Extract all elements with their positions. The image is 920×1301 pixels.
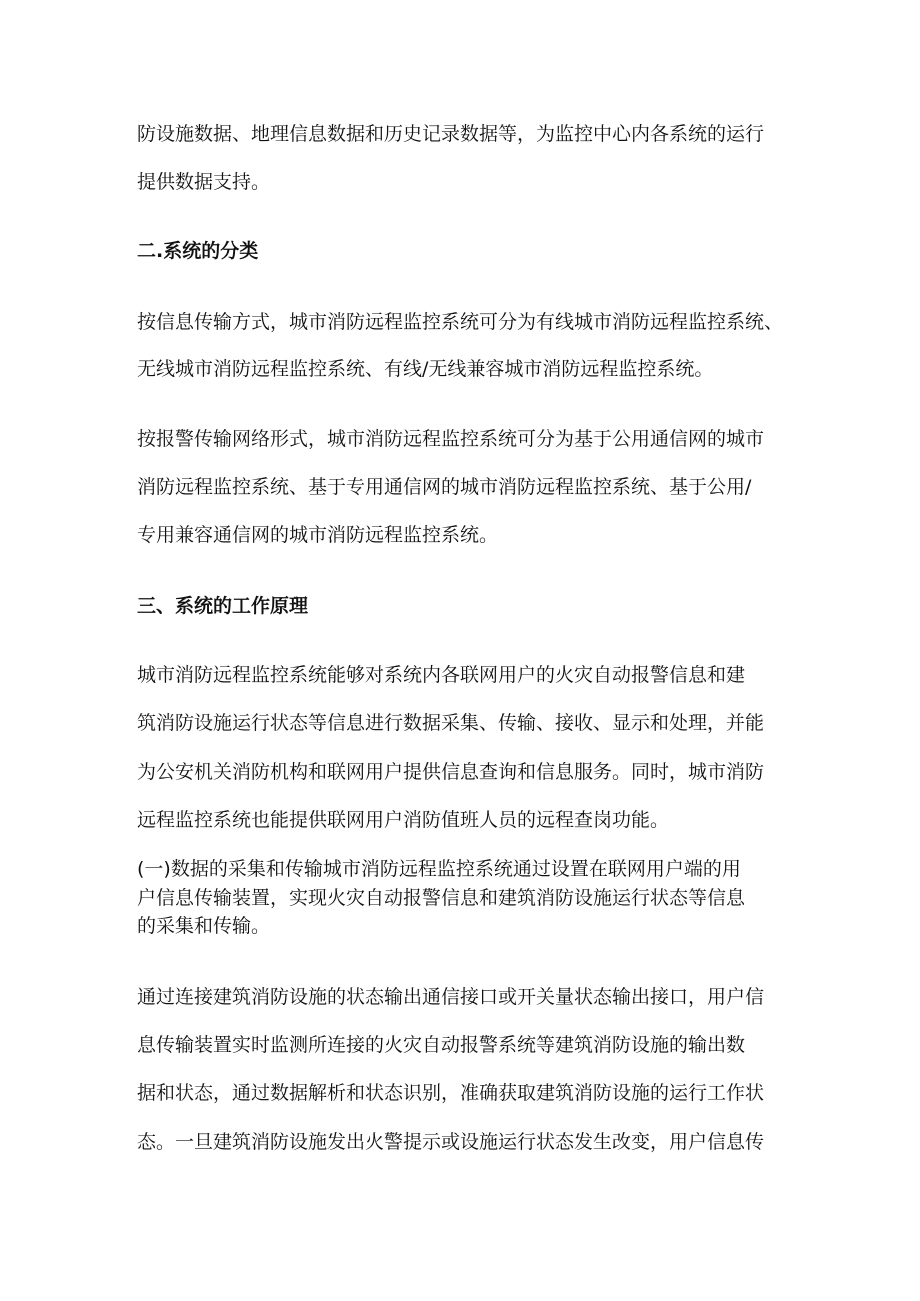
paragraph-4-line-1: 城市消防远程监控系统能够对系统内各联网用户的火灾自动报警信息和建 [137, 664, 746, 686]
paragraph-1-line-2: 提供数据支持。 [137, 171, 271, 193]
paragraph-6-line-1: 通过连接建筑消防设施的状态输出通信接口或开关量状态输出接口，用户信 [137, 986, 765, 1008]
paragraph-1-line-1: 防设施数据、地理信息数据和历史记录数据等，为监控中心内各系统的运行 [137, 123, 765, 145]
paragraph-4-line-3: 为公安机关消防机构和联网用户提供信息查询和信息服务。同时，城市消防 [137, 761, 765, 783]
paragraph-4-line-4: 远程监控系统也能提供联网用户消防值班人员的远程查岗功能。 [137, 809, 670, 831]
paragraph-3-line-2: 消防远程监控系统、基于专用通信网的城市消防远程监控系统、基于公用/ [137, 476, 752, 498]
paragraph-2-line-1: 按信息传输方式，城市消防远程监控系统可分为有线城市消防远程监控系统、 [137, 311, 784, 333]
paragraph-6-line-3: 据和状态，通过数据解析和状态识别，准确获取建筑消防设施的运行工作状 [137, 1082, 765, 1104]
paragraph-5-line-2: 户信息传输装置，实现火灾自动报警信息和建筑消防设施运行状态等信息 [137, 887, 746, 909]
paragraph-3-line-3: 专用兼容通信网的城市消防远程监控系统。 [137, 524, 499, 546]
paragraph-6-line-4: 态。一旦建筑消防设施发出火警提示或设施运行状态发生改变，用户信息传 [137, 1131, 765, 1153]
paragraph-6-line-2: 息传输装置实时监测所连接的火灾自动报警系统等建筑消防设施的输出数 [137, 1034, 746, 1056]
section-heading-classification: 二.系统的分类 [137, 240, 259, 262]
paragraph-4-line-2: 筑消防设施运行状态等信息进行数据采集、传输、接收、显示和处理，并能 [137, 712, 765, 734]
paragraph-2-line-2: 无线城市消防远程监控系统、有线/无线兼容城市消防远程监控系统。 [137, 358, 714, 380]
paragraph-3-line-1: 按报警传输网络形式，城市消防远程监控系统可分为基于公用通信网的城市 [137, 428, 765, 450]
paragraph-5-line-1: (一)数据的采集和传输城市消防远程监控系统通过设置在联网用户端的用 [137, 858, 741, 880]
paragraph-5-line-3: 的采集和传输。 [137, 915, 271, 937]
section-heading-working-principle: 三、系统的工作原理 [137, 595, 309, 617]
